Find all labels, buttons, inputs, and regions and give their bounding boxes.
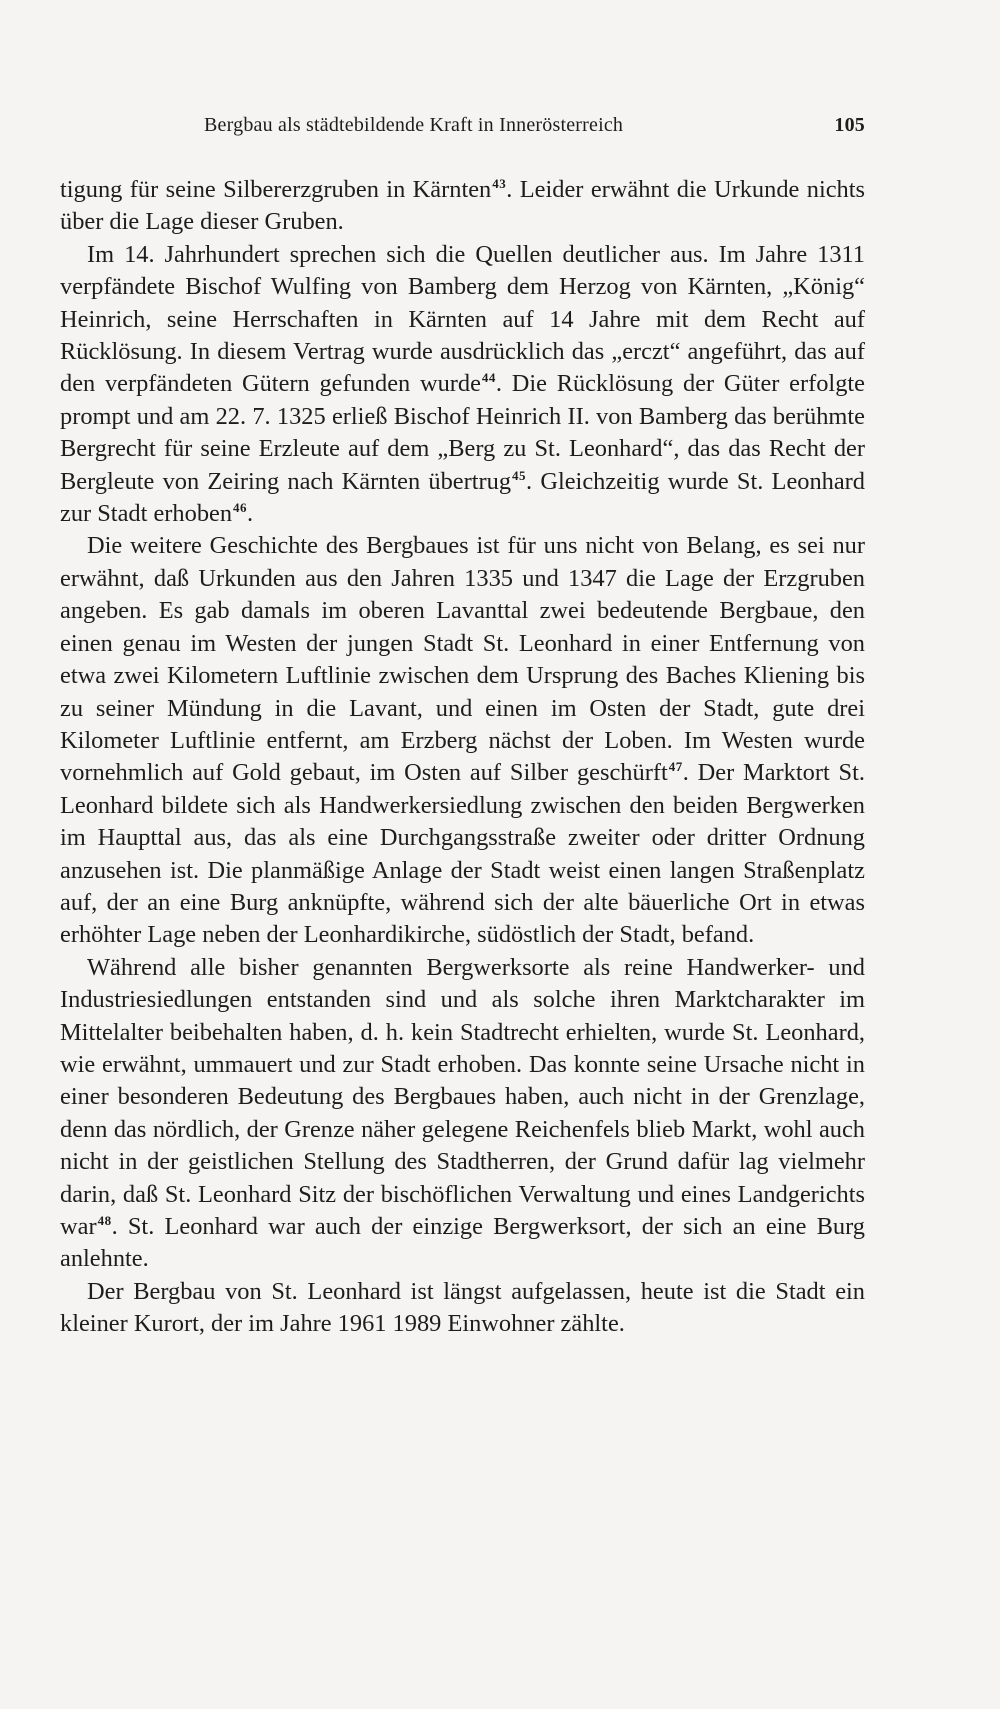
text-run: Im 14. Jahrhundert sprechen sich die Quellen deutlicher aus. Im Jahre 1311 verpfändete Bischof Wulfing von Bamberg dem Herzog von Kärnten, „König“ Heinrich, seine Herrschaften in Kärnten auf 14 Jahre mit dem Recht auf Rücklösung. In diesem Vertrag wurde ausdrücklich das „erczt“ angeführt, das auf den verpfändeten Gütern gefunden wurde xyxy=(60,240,865,398)
footnote-ref-46: 46 xyxy=(233,500,248,516)
book-page xyxy=(60,0,865,1709)
footnote-ref-48: 48 xyxy=(97,1213,112,1228)
paragraph-3 xyxy=(60,530,865,951)
page-number: 105 xyxy=(834,114,865,136)
text-run: . xyxy=(247,500,254,528)
footnote-ref-43: 43 xyxy=(492,176,507,191)
text-run: . Der Marktort St. Leonhard bildete sich als Handwerkersiedlung zwischen den beiden Bergwerken im Haupttal aus, das als eine Durchgangsstraße zweiter oder dritter Ordnung anzusehen ist. Die planmäßige Anlage der Stadt weist einen langen Straßenplatz auf, der an eine Burg anknüpfte, während sich der alte bäuerliche Ort in etwas erhöhter Lage neben der Leonhardikirche, südöstlich der Stadt, befand. xyxy=(60,759,865,949)
footnote-ref-44: 44 xyxy=(481,370,496,386)
paragraph-5 xyxy=(60,1276,865,1341)
text-run: tigung für seine Silbererzgruben in Kärnten xyxy=(60,176,492,203)
footnote-ref-47: 47 xyxy=(668,759,683,775)
running-title: Bergbau als städtebildende Kraft in Innerösterreich xyxy=(204,114,624,136)
paragraph-4 xyxy=(60,952,865,1276)
footnote-ref-45: 45 xyxy=(512,467,527,483)
text-run: Die weitere Geschichte des Bergbaues ist für uns nicht von Belang, es sei nur erwähnt, daß Urkunden aus den Jahren 1335 und 1347 die Lage der Erzgruben angeben. Es gab damals im oberen Lavanttal zwei bedeutende Bergbaue, den einen genau im Westen der jungen Stadt St. Leonhard in einer Entfernung von etwa zwei Kilometern Luftlinie zwischen dem Ursprung des Baches Kliening bis zu seiner Mündung in die Lavant, und einen im Osten der Stadt, gute drei Kilometer Luftlinie entfernt, am Erzberg nächst der Loben. Im Westen wurde vornehmlich auf Gold gebaut, im Osten auf Silber geschürft xyxy=(60,532,865,787)
text-run: . Leider erwähnt die Urkunde nichts über die Lage dieser Gruben. xyxy=(60,176,866,236)
paragraph-2 xyxy=(60,239,865,531)
text-run: . Gleichzeitig wurde St. Leonhard zur Stadt erhoben xyxy=(60,467,865,528)
paragraph-1 xyxy=(60,174,865,239)
body-text xyxy=(60,174,865,1341)
text-run: . Die Rücklösung der Güter erfolgte prompt und am 22. 7. 1325 erließ Bischof Heinrich II. von Bamberg das berühmte Bergrecht für seine Erzleute auf dem „Berg zu St. Leonhard“, das das Recht der Bergleute von Zeiring nach Kärnten übertrug xyxy=(60,370,865,495)
text-run: Während alle bisher genannten Bergwerksorte als reine Handwerker- und Industriesiedlungen entstanden sind und als solche ihren Marktcharakter im Mittelalter beibehalten haben, d. h. kein Stadtrecht erhielten, wurde St. Leonhard, wie erwähnt, ummauert und zur Stadt erhoben. Das konnte seine Ursache nicht in einer besonderen Bedeutung des Bergbaues haben, auch nicht in der Grenzlage, denn das nördlich, der Grenze näher gelegene Reichenfels blieb Markt, wohl auch nicht in der geistlichen Stellung des Stadtherren, der Grund dafür lag vielmehr darin, daß St. Leonhard Sitz der bischöflichen Verwaltung und eines Landgerichts war xyxy=(60,953,865,1240)
text-run: . St. Leonhard war auch der einzige Bergwerksort, der sich an eine Burg anlehnte. xyxy=(60,1213,865,1273)
text-run: Der Bergbau von St. Leonhard ist längst aufgelassen, heute ist die Stadt ein kleiner Kurort, der im Jahre 1961 1989 Einwohner zählte. xyxy=(60,1277,865,1338)
running-head xyxy=(60,114,865,144)
